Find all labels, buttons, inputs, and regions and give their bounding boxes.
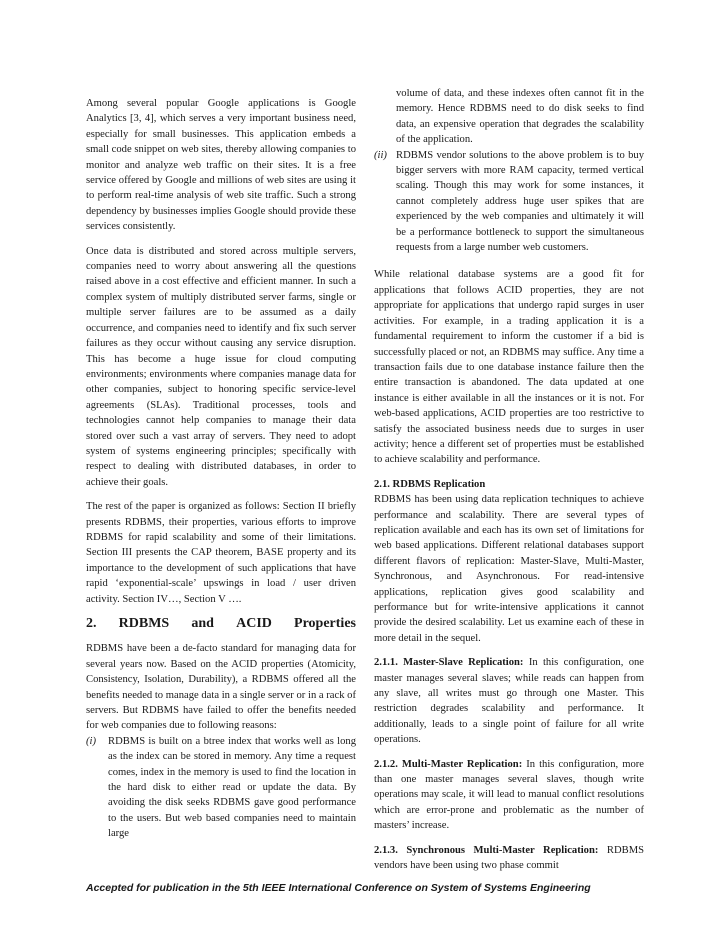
paragraph: The rest of the paper is organized as follows: Section II briefly presents RDBMS, their properties, various efforts to improve RDBMS for rapid scalability and some of their limitations. Section III presents the CAP theorem, BASE property and its importance to the development of such applications that have rapid ‘exponential-scale’ upswings in load / user driven activity. Section IV…, Section V …. <box>86 501 356 605</box>
subsection-heading: 2.1.1. Master-Slave Replication: <box>374 657 524 669</box>
paragraph: Among several popular Google applications is Google Analytics [3, 4], which serves a very important business need, especially for small businesses. This application embeds a small code snippet on web sites, thereby allowing companies to monitor and analyze web traffic on their sites. It is a free service offered by Google and millions of web sites are using it to perform real-time analysis of web site traffic. Such a strong dependency by businesses implies Google should provide these services consistently. <box>86 98 356 233</box>
section-heading-word: ACID <box>236 616 272 631</box>
list-item-number: (ii) <box>374 149 387 161</box>
subsection-heading: 2.1.3. Synchronous Multi-Master Replication: <box>374 844 599 856</box>
section-heading <box>86 616 356 631</box>
list-item-text: RDBMS vendor solutions to the above problem is to buy bigger servers with more RAM capacity, termed vertical scaling. Though this may work for some instances, it cannot completely address huge user spikes that are experienced by the web companies and ultimately it will be a performance bottleneck to support the simultaneous requests from a large number web customers. <box>396 149 644 254</box>
paragraph: While relational database systems are a good fit for applications that follows ACID properties, they are not appropriate for applications that undergo rapid surges in user activities. For example, in a trading application it is a fundamental requirement to inform the customer if a bid is successfully placed or not, an RDBMS may suffice. Any time a transaction fails due to one database instance failure then the entire transaction is abandoned. The data updated at one instance is either available in all the instances or it is not. For web-based applications, ACID properties are too restrictive to satisfy the associated business needs due to surges in user activity; hence a different set of properties must be established to achieve scalability and performance. <box>374 269 644 466</box>
section-heading-number: 2. <box>86 616 97 631</box>
paragraph <box>374 757 644 834</box>
right-column <box>374 86 644 883</box>
subsection-text: In this configuration, more than one master manages several slaves, though write operations may scale, it will lead to manual conflict resolutions which are error-prone and problematic as the number of masters’ increase. <box>374 758 644 832</box>
subsection-text: In this configuration, one master manages several slaves; while reads can happen from any slave, all writes must go through one Master. This restriction degrades scalability and performance. It additionally, leads to a single point of failure for all write operations. <box>374 657 644 746</box>
list-item <box>86 734 356 842</box>
list-item-number: (i) <box>86 735 96 747</box>
paragraph: RDBMS have been a de-facto standard for managing data for several years now. Based on the ACID properties (Atomicity, Consistency, Isolation, Durability), a RDBMS offered all the benefits needed to manage data in a single server or in a rack of servers. But RDBMS have failed to offer the benefits needed for web companies due to following reasons: <box>86 643 356 732</box>
subsection-heading: 2.1.2. Multi-Master Replication: <box>374 758 523 770</box>
paragraph: RDBMS has been using data replication techniques to achieve performance and scalability. There are several types of replication available and each has its own set of limitations for web based applications. Different relational databases support different flavors of replication: Master-Slave, Multi-Master, Synchronous, and Asynchronous. For read-intensive applications, replication gives good scalability and performance but for write-intensive applications it cannot provide the desired scalability. Let us examine each of these in more detail in the sequel. <box>374 494 644 644</box>
page-footer: Accepted for publication in the 5th IEEE International Conference on System of Systems Engineering <box>86 882 591 894</box>
left-column <box>86 96 356 842</box>
section-heading-word: RDBMS <box>118 616 170 631</box>
subsection-text: RDBMS vendors have been using two phase commit <box>374 844 644 872</box>
paragraph <box>374 843 644 874</box>
list-item-continuation: volume of data, and these indexes often cannot fit in the memory. Hence RDBMS need to do disk seeks to find data, an expensive operation that degrades the scalability of the application. <box>396 88 644 146</box>
list-item-text: RDBMS is built on a btree index that works well as long as the index can be stored in memory. Any time a request comes, index in the memory is used to find the location in the hard disk to either read or update the data. By avoiding the disk seeks RDBMS gave good performance to the users. But web based companies need to maintain large <box>108 735 356 840</box>
subsection-heading: 2.1. RDBMS Replication <box>374 478 486 490</box>
paragraph <box>374 655 644 747</box>
section-heading-word: Properties <box>294 616 356 631</box>
section-heading-word: and <box>191 616 214 631</box>
paragraph: Once data is distributed and stored across multiple servers, companies need to worry about answering all the questions raised above in a cost effective and efficient manner. In such a complex system of multiply distributed server farms, single or multiple server failures are to be assumed as a daily occurrence, and companies need to identify and fix such server failures as they occur without causing any service disruption. This has become a huge issue for cloud computing environments; environments where companies manage data for other companies, subject to honoring specific service-level agreements (SLAs). Traditional processes, tools and technologies cannot help companies to manage their data stored over such a vast array of servers. They need to adopt system of systems engineering principles; specifically with respect to dealing with distributed databases, in order to achieve their goals. <box>86 245 356 488</box>
list-item <box>374 148 644 256</box>
